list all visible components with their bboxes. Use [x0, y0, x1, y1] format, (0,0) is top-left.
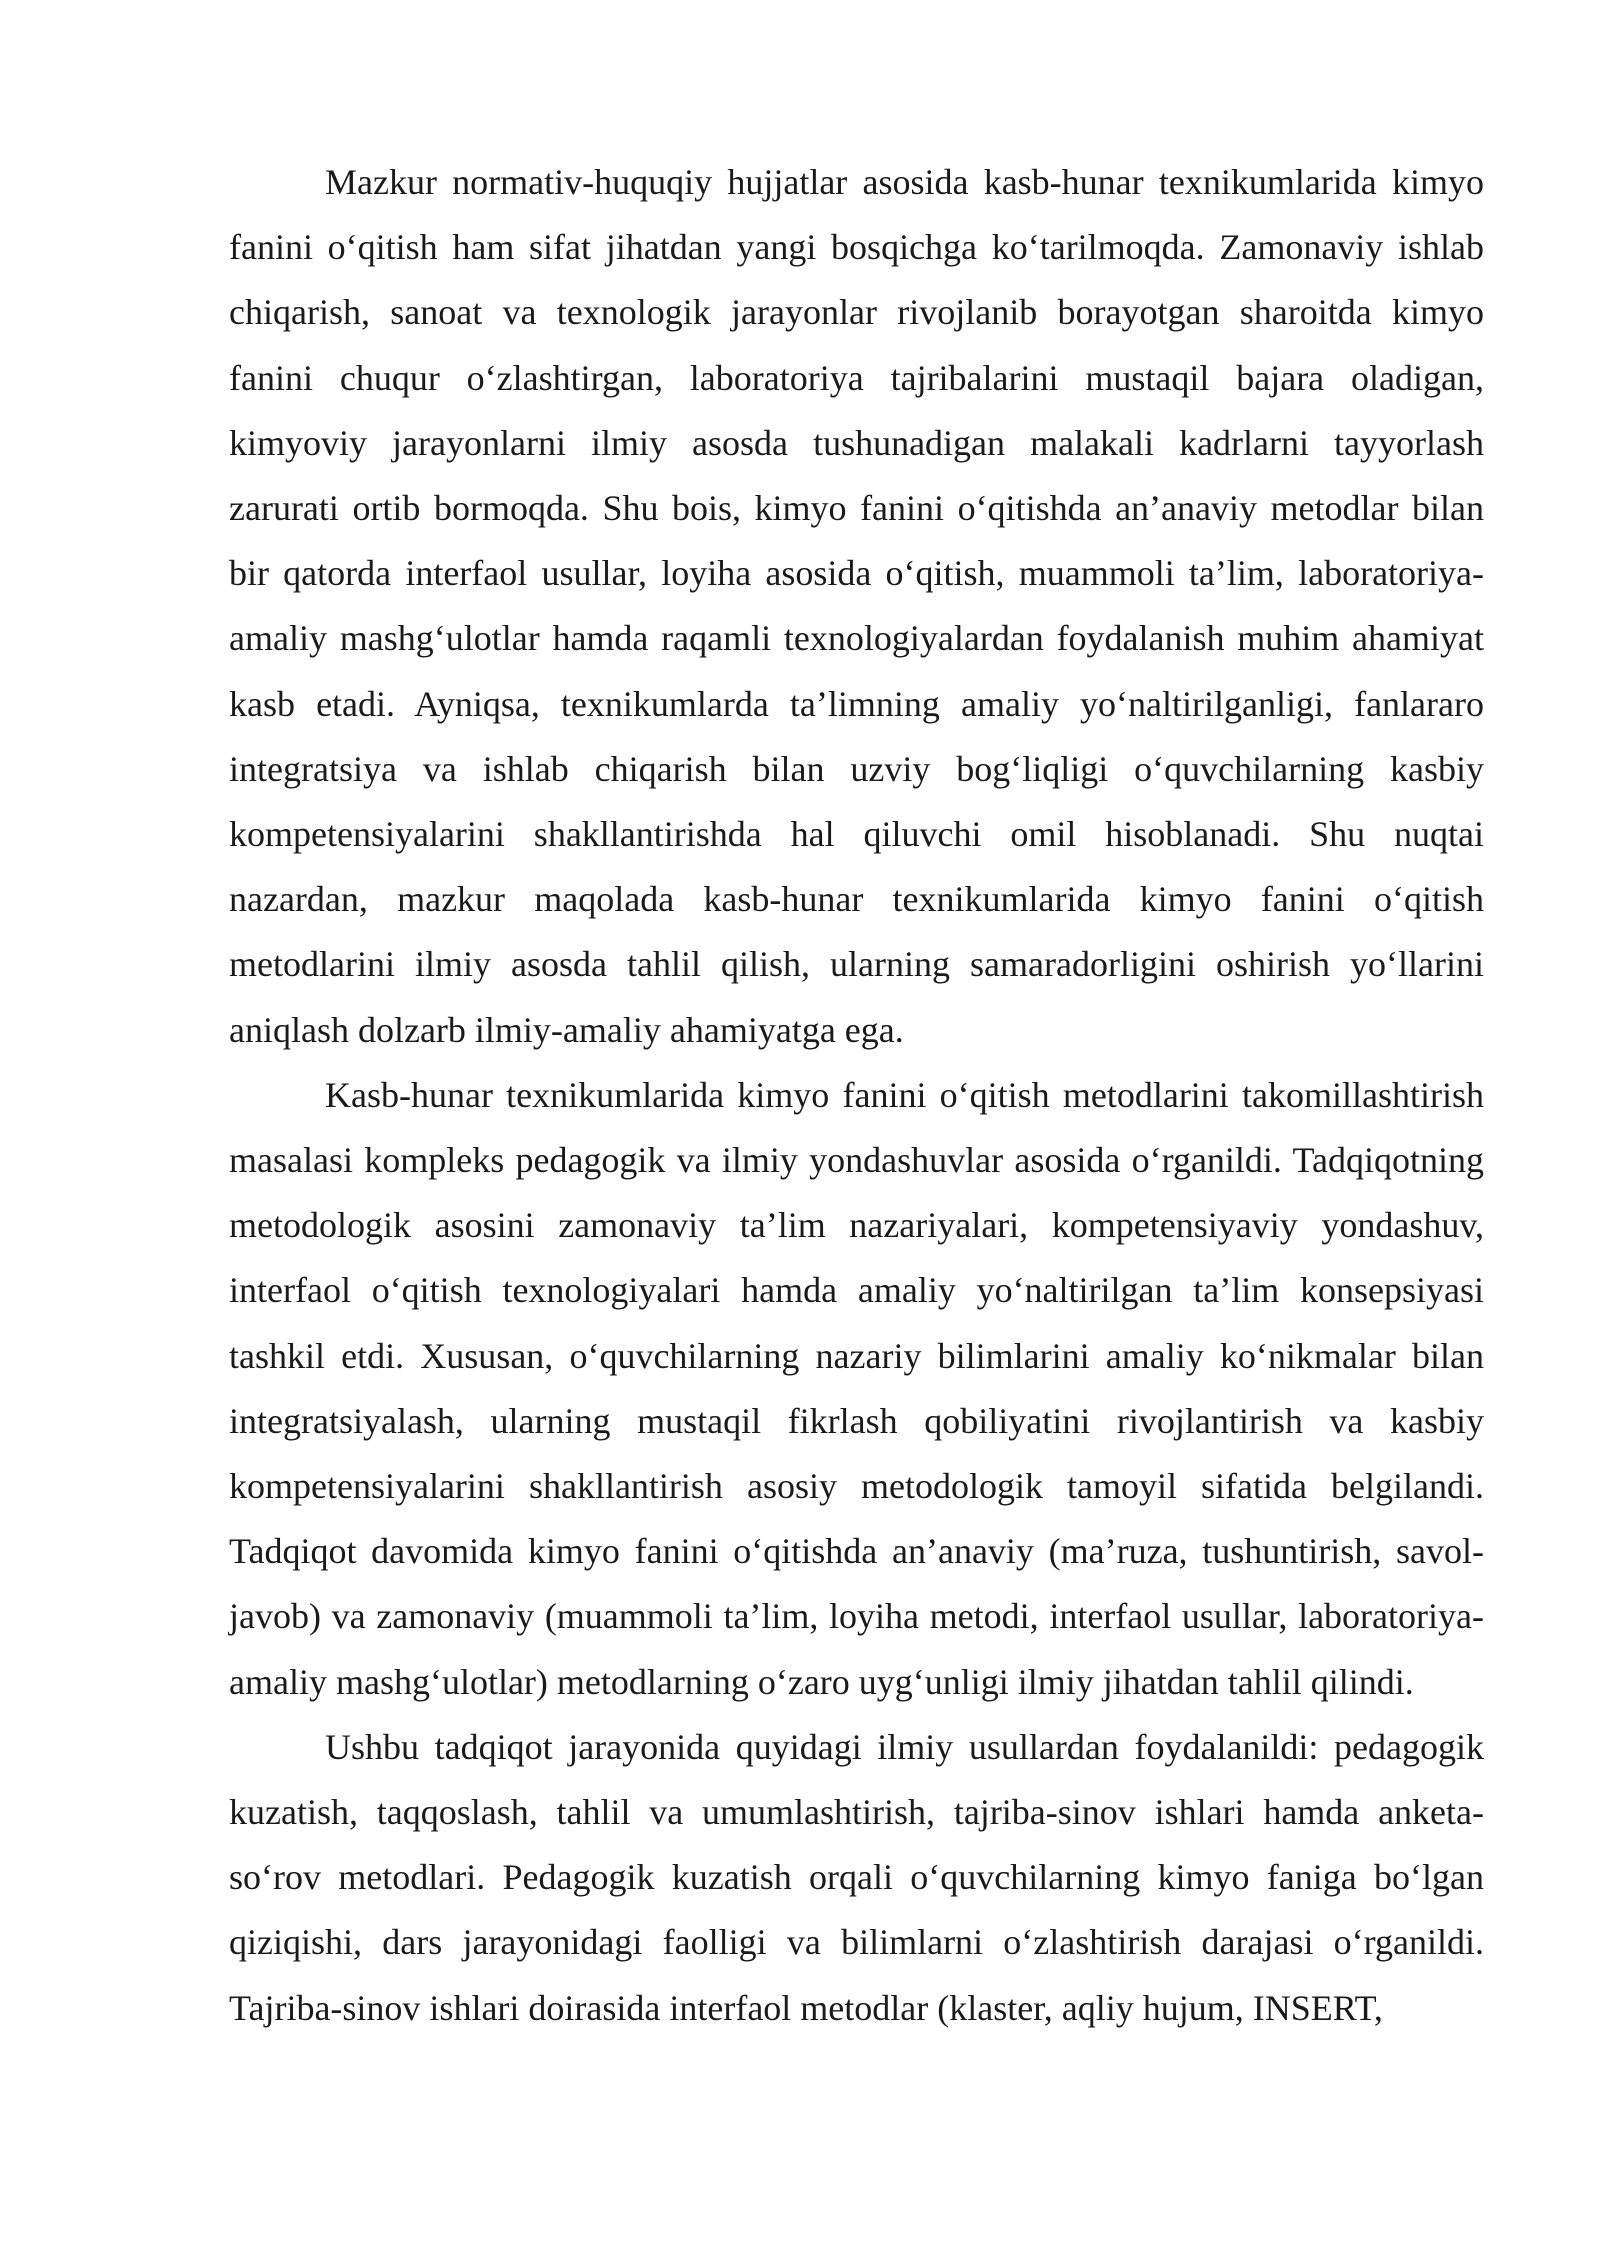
document-body	[229, 150, 1484, 2041]
paragraph: Kasb-hunar texnikumlarida kimyo fanini o‘qitish metodlarini takomillashtirish masalasi kompleks pedagogik va ilmiy yondashuvlar asosida o‘rganildi. Tadqiqotning metodologik asosini zamonaviy ta’lim nazariyalari, kompetensiyaviy yondashuv, interfaol o‘qitish texnologiyalari hamda amaliy yo‘naltirilgan ta’lim konsepsiyasi tashkil etdi. Xususan, o‘quvchilarning nazariy bilimlarini amaliy ko‘nikmalar bilan integratsiyalash, ularning mustaqil fikrlash qobiliyatini rivojlantirish va kasbiy kompetensiyalarini shakllantirish asosiy metodologik tamoyil sifatida belgilandi. Tadqiqot davomida kimyo fanini o‘qitishda an’anaviy (ma’ruza, tushuntirish, savol-javob) va zamonaviy (muammoli ta’lim, loyiha metodi, interfaol usullar, laboratoriya-amaliy mashg‘ulotlar) metodlarning o‘zaro uyg‘unligi ilmiy jihatdan tahlil qilindi.	[229, 1074, 1484, 1702]
paragraph: Mazkur normativ-huquqiy hujjatlar asosida kasb-hunar texnikumlarida kimyo fanini o‘qitish ham sifat jihatdan yangi bosqichga ko‘tarilmoqda. Zamonaviy ishlab chiqarish, sanoat va texnologik jarayonlar rivojlanib borayotgan sharoitda kimyo fanini chuqur o‘zlashtirgan, laboratoriya tajribalarini mustaqil bajara oladigan, kimyoviy jarayonlarni ilmiy asosda tushunadigan malakali kadrlarni tayyorlash zarurati ortib bormoqda. Shu bois, kimyo fanini o‘qitishda an’anaviy metodlar bilan bir qatorda interfaol usullar, loyiha asosida o‘qitish, muammoli ta’lim, laboratoriya-amaliy mashg‘ulotlar hamda raqamli texnologiyalardan foydalanish muhim ahamiyat kasb etadi. Ayniqsa, texnikumlarda ta’limning amaliy yo‘naltirilganligi, fanlararo integratsiya va ishlab chiqarish bilan uzviy bog‘liqligi o‘quvchilarning kasbiy kompetensiyalarini shakllantirishda hal qiluvchi omil hisoblanadi. Shu nuqtai nazardan, mazkur maqolada kasb-hunar texnikumlarida kimyo fanini o‘qitish metodlarini ilmiy asosda tahlil qilish, ularning samaradorligini oshirish yo‘llarini aniqlash dolzarb ilmiy-amaliy ahamiyatga ega.	[229, 162, 1484, 1050]
paragraph: Ushbu tadqiqot jarayonida quyidagi ilmiy usullardan foydalanildi: pedagogik kuzatish, taqqoslash, tahlil va umumlashtirish, tajriba-sinov ishlari hamda anketa-so‘rov metodlari. Pedagogik kuzatish orqali o‘quvchilarning kimyo faniga bo‘lgan qiziqishi, dars jarayonidagi faolligi va bilimlarni o‘zlashtirish darajasi o‘rganildi. Tajriba-sinov ishlari doirasida interfaol metodlar (klaster, aqliy hujum, INSERT,	[229, 1726, 1484, 2028]
